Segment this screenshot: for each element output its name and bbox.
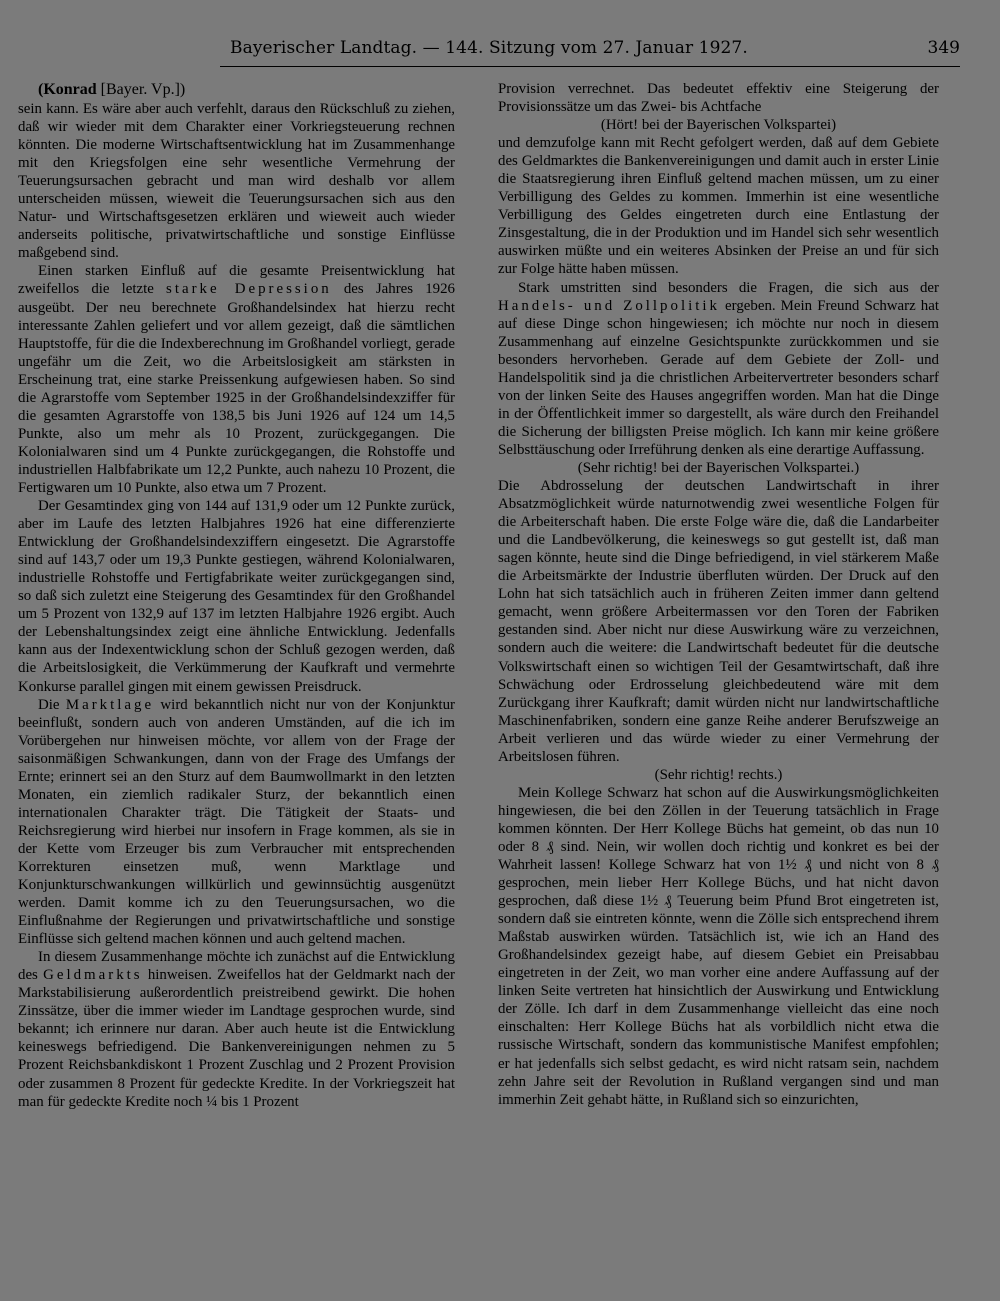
page-number: 349 [927,38,960,58]
right-column [498,80,939,1109]
speaker-line [18,80,455,100]
paragraph: Der Gesamtindex ging von 144 auf 131,9 oder um 12 Punkte zurück, aber im Laufe des letzten Halbjahres 1926 hat eine differenzierte Entwicklung der Großhandelsindexziffern eingesetzt. Die Agrarstoffe sind auf 143,7 oder um 19,3 Punkte gestiegen, während Kolonialwaren, industrielle Rohstoffe und Fertigfabrikate weiter zurückgegangen sind, so daß sich zuletzt eine Steigerung des Gesamtindex für den Großhandel um 5 Prozent von 132,9 auf 137 im letzten Halbjahre 1926 ergibt. Auch der Lebenshaltungsindex zeigt eine ähnliche Entwicklung. Jedenfalls kann aus der Indexentwicklung schon der Schluß gezogen werden, daß die Arbeitslosigkeit, die Verkümmerung der Kaufkraft und vermehrte Konkurse parallel gingen mit einem gewissen Preisdruck. [18,498,455,695]
speaker-party: [Bayer. Vp.]) [100,81,186,98]
page-header [220,36,960,67]
running-title: Bayerischer Landtag. — 144. Sitzung vom 27. Januar 1927. [230,38,748,58]
paragraph: Die Marktlage wird bekanntlich nicht nur von der Konjunktur beeinflußt, sondern auch von anderen Umständen, auf die ich im Vorübergehen nur hinweisen möchte, vor allem von der Frage der saisonmäßigen Schwankungen, dann von der Frage des Umfangs der Ernte; erinnert sei an den Sturz auf dem Baumwollmarkt in den letzten Monaten, ein ziemlich radikaler Sturz, der bekanntlich einen internationalen Charakter trägt. Die Tätigkeit der Staats- und Reichsregierung wird hierbei nur insofern in Frage kommen, als sie in der Kette vom Erzeuger bis zum Verbraucher mit entsprechenden Korrekturen einsetzen muß, wenn Marktlage und Konjunkturschwankungen willkürlich und gewinnsüchtig ausgenützt werden. Damit komme ich zu den Teuerungsursachen, wo die Einflußnahme der Regierungen und privatwirtschaftliche und sonstige Einflüsse sich geltend machen können und auch geltend machen. [18,696,455,948]
emphasis: starke Depression [166,281,332,298]
interjection: (Hört! bei der Bayerischen Volkspartei) [600,117,837,134]
paragraph: Provision verrechnet. Das bedeutet effektiv eine Steigerung der Provisionssätze um das Zwei- bis Achtfache [498,81,939,116]
paragraph: In diesem Zusammenhange möchte ich zunächst auf die Entwicklung des Geldmarkts hinweisen. Zweifellos hat der Geldmarkt nach der Markstabilisierung außerordentlich preistreibend gewirkt. Die hohen Zinssätze, über die immer wieder im Landtage gesprochen wurde, sind bekannt; ich erinnere nur daran. Aber auch heute ist die Entwicklung keineswegs befriedigend. Die Bankenvereinigungen nehmen zu 5 Prozent Reichsbankdiskont 1 Prozent Zuschlag und 2 Prozent Provision oder zusammen 8 Prozent für gedeckte Kredite. In der Vorkriegszeit hat man für gedeckte Kredite noch ¼ bis 1 Prozent [18,949,455,1110]
emphasis: Geldmarkts [43,967,143,984]
interjection: (Sehr richtig! rechts.) [654,766,783,783]
paragraph: und demzufolge kann mit Recht gefolgert werden, daß auf dem Gebiete des Geldmarktes die Bankenvereinigungen und damit auch in erster Linie die Staatsregierung ihren Einfluß geltend machen müssen, um zu einer Verbilligung des Geldes zu kommen. Immerhin ist eine wesentliche Verbilligung des Geldes eingetreten durch eine Entlastung der Zinsgestaltung, die in der Produktion und im Handel sich sehr wesentlich auswirken müßte und ein weiteres Absinken der Preise an und für sich zur Folge hätte haben müssen. [498,135,939,278]
speaker-name: (Konrad [38,81,97,98]
paragraph: Stark umstritten sind besonders die Fragen, die sich aus der Handels- und Zollpolitik ergeben. Mein Freund Schwarz hat auf diese Dinge schon hingewiesen; ich möchte nur noch in diesem Zusammenhang auf einzelne Gesichtspunkte zurückkommen und sie besonders hervorheben. Gerade auf dem Gebiete der Zoll- und Handelspolitik sind ja die christlichen Arbeitervertreter besonders scharf von der linken Seite des Hauses angegriffen worden. Man hat die Dinge in der Öffentlichkeit immer so dargestellt, als wäre durch den Freihandel die Sicherung der billigsten Preise möglich. Ich kann mir keine größere Selbsttäuschung oder Irreführung denken als eine derartige Auffassung. [498,279,939,458]
left-column [18,80,455,1111]
paragraph: sein kann. Es wäre aber auch verfehlt, daraus den Rückschluß zu ziehen, daß wir wieder mit dem Charakter einer Vorkriegsteuerung rechnen könnten. Die moderne Wirtschaftsentwicklung hat im Zusammenhange mit den Kriegsfolgen eine sehr wesentliche Vermehrung der Teuerungsursachen gebracht und man wird deshalb vor allem unterscheiden müssen, wieweit die Teuerungsursachen sich aus den Natur- und Wirtschaftsgesetzen erklären und wieweit auch wieder anderseits politische, privatwirtschaftliche und sonstige Einflüsse maßgebend sind. [18,101,455,262]
emphasis: Marktlage [65,696,155,713]
paragraph: Die Abdrosselung der deutschen Landwirtschaft in ihrer Absatzmöglichkeit würde naturnotwendig zwei wesentliche Folgen für die Arbeiterschaft haben. Die erste Folge wäre die, daß die Landarbeiter und die Landbevölkerung, die keineswegs so gut gestellt ist, daß man sagen könnte, heute sind die Dinge befriedigend, in viel stärkerem Maße die Arbeitsmärkte der Industrie überfluten würden. Der Druck auf den Lohn hat sich tatsächlich auch in früheren Zeiten immer dann geltend gemacht, wenn größere Arbeitermassen vor den Toren der Fabriken gestanden sind. Aber nicht nur diese Auswirkung wäre zu verzeichnen, sondern auch die weitere: die Landwirtschaft bedeutet für die deutsche Volkswirtschaft einen so wichtigen Teil der Gesamtwirtschaft, daß ihre Schwächung oder Erdrosselung gleichbedeutend wäre mit dem Zurückgang ihrer Kaufkraft; damit würden nicht nur landwirtschaftliche Maschinenfabriken, sondern eine ganze Reihe anderer Berufszweige an Arbeit verlieren und das würde wieder zu einer Vermehrung der Arbeitslosen führen. [498,478,939,765]
interjection: (Sehr richtig! bei der Bayerischen Volkspartei.) [577,459,860,476]
paragraph: Mein Kollege Schwarz hat schon auf die Auswirkungsmöglichkeiten hingewiesen, die bei den Zöllen in der Teuerung tatsächlich in Frage kommen könnten. Der Herr Kollege Büchs hat gemeint, ob das nun 10 oder 8 ₰ sind. Nein, wir wollen doch richtig und konkret es bei der Wahrheit lassen! Kollege Schwarz hat von 1½ ₰ und nicht von 8 ₰ gesprochen, mein lieber Herr Kollege Büchs, und hat nicht davon gesprochen, daß diese 1½ ₰ Teuerung beim Pfund Brot eingetreten ist, sondern daß sie eintreten könnte, wenn die Zölle sich entsprechend ihrem Maßstab auswirken würden. Tatsächlich ist, wie ich an Hand des Großhandelsindex gezeigt habe, auf diesem Gebiet ein Preisabbau eingetreten in der Zeit, wo man vorher eine andere Auffassung auf der linken Seite vertreten hat hinsichtlich der Auswirkung und Entwicklung der Zölle. Ich darf in dem Zusammenhange vielleicht das eine noch einschalten: Herr Kollege Büchs hat als vorbildlich nicht etwa die russische Wirtschaft, sondern das kommunistische Manifest empfohlen; er hat jedenfalls sich selbst gedacht, es wird nicht ratsam sein, nachdem zehn Jahre seit der Revolution in Rußland vergangen sind und man immerhin Zeit gehabt hätte, in Rußland sich so einzurichten, [498,784,939,1108]
paragraph: Einen starken Einfluß auf die gesamte Preisentwicklung hat zweifellos die letzte starke Depression des Jahres 1926 ausgeübt. Der neu berechnete Großhandelsindex hat hierzu recht interessante Zahlen geliefert und vor allem gezeigt, daß die sämtlichen Hauptstoffe, für die die Indexberechnung im Großhandel vorliegt, gerade ungefähr um die Zeit, wo die Arbeitslosigkeit am stärksten in Erscheinung trat, eine starke Preissenkung aufgewiesen haben. So sind die Agrarstoffe vom September 1925 in der Großhandelsindexziffer für die gesamten Agrarstoffe von 138,5 bis Juni 1926 auf 124 um 14,5 Punkte, also um mehr als 10 Prozent, zurückgegangen. Die Kolonialwaren sind um 4 Punkte zurückgegangen, die Rohstoffe und industriellen Halbfabrikate um 12,2 Punkte, auch nahezu 10 Prozent, die Fertigwaren um 10 Punkte, also etwa um 7 Prozent. [18,263,455,496]
emphasis: Handels- und Zollpolitik [498,297,720,314]
